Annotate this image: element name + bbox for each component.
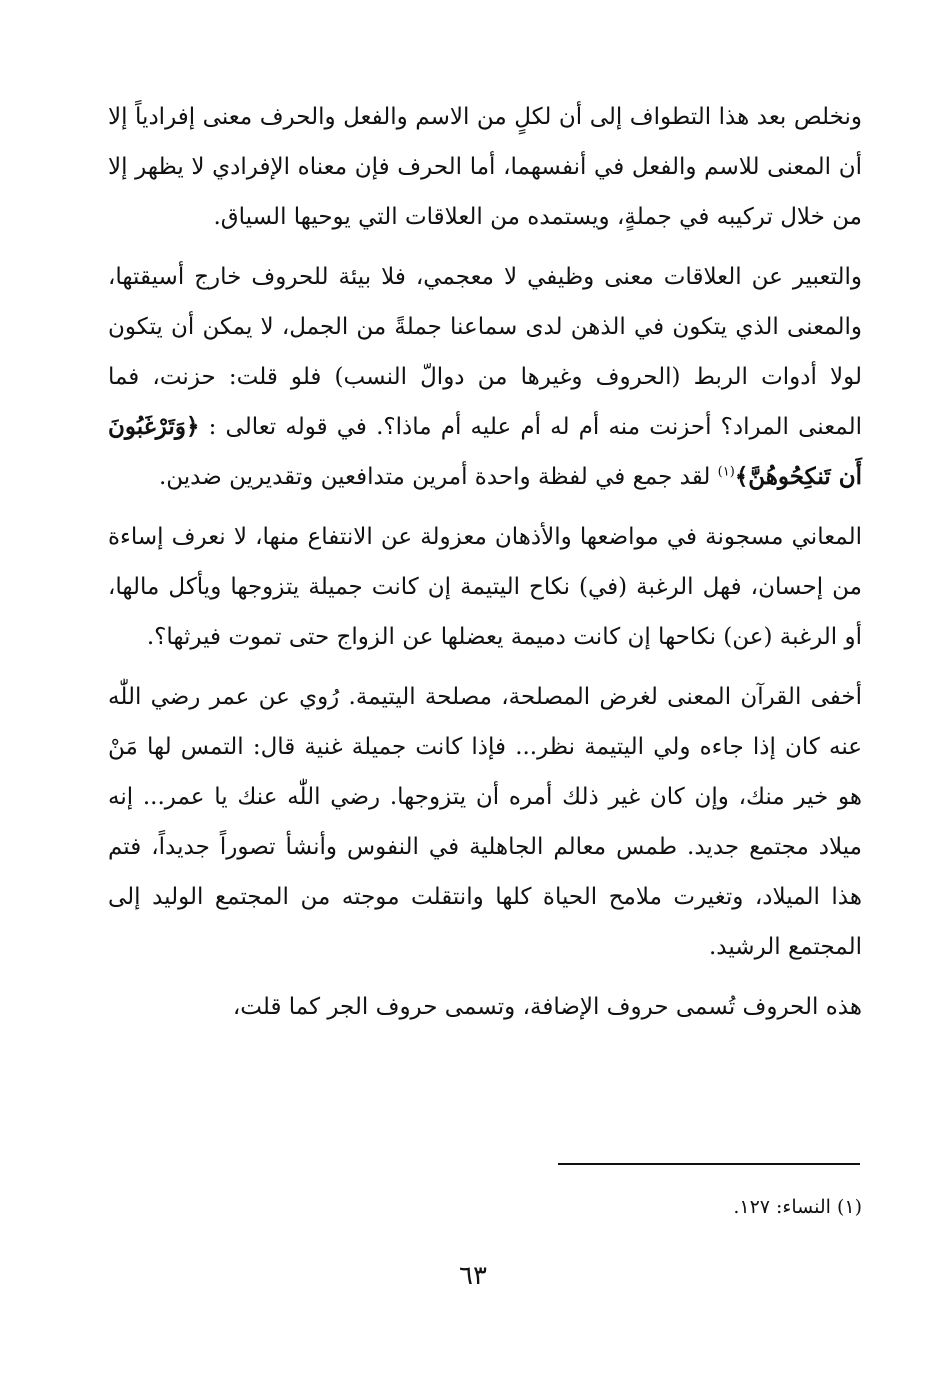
footnote-divider — [558, 1163, 860, 1165]
paragraph-2-after-verse: لقد جمع في لفظة واحدة أمرين متدافعين وتقديرين ضدين. — [158, 464, 718, 490]
paragraph-1: ونخلص بعد هذا التطواف إلى أن لكلٍ من الاسم والفعل والحرف معنى إفرادياً إلا أن المعنى للاسم والفعل في أنفسهما، أما الحرف فإن معناه الإفرادي لا يظهر إلا من خلال تركيبه في جملةٍ، ويستمده من العلاقات التي يوحيها السياق. — [108, 104, 862, 230]
page-number: ٦٣ — [459, 1261, 487, 1291]
footnote-marker: (١) — [717, 464, 735, 480]
quran-verse: ﴿وَتَرْغَبُونَ أَن تَنكِحُوهُنَّ﴾ — [108, 413, 862, 490]
body-text — [108, 92, 862, 1042]
paragraph-2-before-verse: والتعبير عن العلاقات معنى وظيفي لا معجمي، فلا بيئة للحروف خارج أسيقتها، والمعنى الذي يتكون في الذهن لدى سماعنا جملةً من الجمل، لا يمكن أن يتكون لولا أدوات الربط (الحروف وغيرها من دوالّ النسب) فلو قلت: حزنت، فما المعنى المراد؟ أحزنت منه أم له أم عليه أم ماذا؟. في قوله تعالى : — [108, 264, 862, 440]
paragraph-3: المعاني مسجونة في مواضعها والأذهان معزولة عن الانتفاع منها، لا نعرف إساءة من إحسان، فهل الرغبة (في) نكاح اليتيمة إن كانت جميلة يتزوجها ويأكل مالها، أو الرغبة (عن) نكاحها إن كانت دميمة يعضلها عن الزواج حتى تموت فيرثها؟. — [108, 524, 862, 650]
paragraph-2 — [108, 252, 862, 502]
paragraph-4: أخفى القرآن المعنى لغرض المصلحة، مصلحة اليتيمة. رُوي عن عمر رضي اللّٰه عنه كان إذا جاءه ولي اليتيمة نظر... فإذا كانت جميلة غنية قال: التمس لها مَنْ هو خير منك، وإن كان غير ذلك أمره أن يتزوجها. رضي اللّٰه عنك يا عمر... إنه ميلاد مجتمع جديد. طمس معالم الجاهلية في النفوس وأنشأ تصوراً جديداً، فتم هذا الميلاد، وتغيرت ملامح الحياة كلها وانتقلت موجته من المجتمع الوليد إلى المجتمع الرشيد. — [108, 684, 862, 960]
footnote: (١) النساء: ١٢٧. — [733, 1196, 862, 1218]
paragraph-5: هذه الحروف تُسمى حروف الإضافة، وتسمى حروف الجر كما قلت، — [232, 994, 862, 1020]
